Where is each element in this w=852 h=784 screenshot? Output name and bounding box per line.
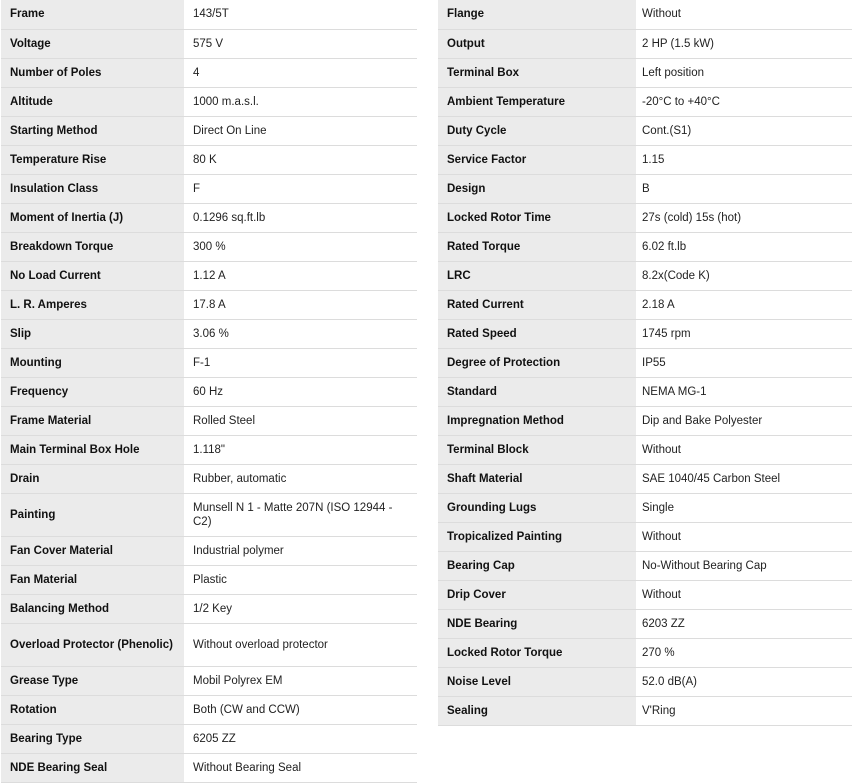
spec-value: Without Bearing Seal: [184, 753, 417, 782]
spec-row: [438, 0, 852, 29]
spec-table-left-body: [1, 0, 417, 782]
spec-value: Cont.(S1): [636, 116, 852, 145]
spec-value: F: [184, 174, 417, 203]
spec-label: Mounting: [1, 348, 184, 377]
spec-value: 1.15: [636, 145, 852, 174]
spec-label: Grounding Lugs: [438, 493, 636, 522]
spec-row: [1, 232, 417, 261]
spec-value: Mobil Polyrex EM: [184, 666, 417, 695]
spec-value: 575 V: [184, 29, 417, 58]
spec-value: IP55: [636, 348, 852, 377]
spec-label: Fan Cover Material: [1, 536, 184, 565]
spec-label: Starting Method: [1, 116, 184, 145]
spec-label: Terminal Block: [438, 435, 636, 464]
spec-label: LRC: [438, 261, 636, 290]
spec-row: [1, 348, 417, 377]
spec-value: 270 %: [636, 638, 852, 667]
spec-label: NDE Bearing: [438, 609, 636, 638]
spec-row: [438, 145, 852, 174]
spec-row: [438, 348, 852, 377]
spec-label: Bearing Type: [1, 724, 184, 753]
spec-label: Rated Torque: [438, 232, 636, 261]
spec-label: Voltage: [1, 29, 184, 58]
spec-label: Shaft Material: [438, 464, 636, 493]
spec-value: Dip and Bake Polyester: [636, 406, 852, 435]
spec-row: [1, 695, 417, 724]
spec-row: [1, 623, 417, 666]
spec-table-right: [438, 0, 852, 726]
spec-value: Without: [636, 580, 852, 609]
spec-label: Rated Current: [438, 290, 636, 319]
spec-label: Duty Cycle: [438, 116, 636, 145]
spec-row: [438, 174, 852, 203]
spec-label: Frequency: [1, 377, 184, 406]
spec-label: Insulation Class: [1, 174, 184, 203]
spec-label: Sealing: [438, 696, 636, 725]
spec-label: Output: [438, 29, 636, 58]
spec-row: [1, 536, 417, 565]
spec-label: Painting: [1, 493, 184, 536]
spec-row: [1, 377, 417, 406]
spec-row: [1, 0, 417, 29]
spec-row: [1, 594, 417, 623]
spec-label: Flange: [438, 0, 636, 29]
spec-label: Breakdown Torque: [1, 232, 184, 261]
spec-label: No Load Current: [1, 261, 184, 290]
spec-value: No-Without Bearing Cap: [636, 551, 852, 580]
spec-label: NDE Bearing Seal: [1, 753, 184, 782]
spec-value: 52.0 dB(A): [636, 667, 852, 696]
spec-row: [438, 29, 852, 58]
spec-row: [438, 116, 852, 145]
spec-label: Standard: [438, 377, 636, 406]
spec-label: Drip Cover: [438, 580, 636, 609]
spec-value: 4: [184, 58, 417, 87]
spec-value: 2 HP (1.5 kW): [636, 29, 852, 58]
spec-label: L. R. Amperes: [1, 290, 184, 319]
spec-row: [1, 58, 417, 87]
spec-value: 1.118": [184, 435, 417, 464]
spec-label: Rated Speed: [438, 319, 636, 348]
spec-value: 1.12 A: [184, 261, 417, 290]
spec-value: 27s (cold) 15s (hot): [636, 203, 852, 232]
spec-row: [438, 609, 852, 638]
spec-value: Without: [636, 0, 852, 29]
spec-value: 60 Hz: [184, 377, 417, 406]
spec-row: [438, 319, 852, 348]
spec-value: Rolled Steel: [184, 406, 417, 435]
spec-row: [438, 290, 852, 319]
spec-row: [438, 377, 852, 406]
spec-row: [1, 290, 417, 319]
spec-value: Munsell N 1 - Matte 207N (ISO 12944 - C2): [184, 493, 417, 536]
spec-label: Ambient Temperature: [438, 87, 636, 116]
spec-row: [1, 753, 417, 782]
spec-value: 2.18 A: [636, 290, 852, 319]
spec-row: [1, 203, 417, 232]
spec-row: [438, 464, 852, 493]
spec-row: [438, 261, 852, 290]
spec-value: 3.06 %: [184, 319, 417, 348]
spec-row: [438, 87, 852, 116]
spec-row: [1, 87, 417, 116]
spec-label: Overload Protector (Phenolic): [1, 623, 184, 666]
spec-row: [1, 406, 417, 435]
spec-value: Without: [636, 435, 852, 464]
spec-value: 6203 ZZ: [636, 609, 852, 638]
spec-value: Without: [636, 522, 852, 551]
spec-row: [438, 667, 852, 696]
spec-row: [1, 174, 417, 203]
spec-row: [1, 29, 417, 58]
spec-row: [1, 319, 417, 348]
spec-label: Fan Material: [1, 565, 184, 594]
spec-label: Number of Poles: [1, 58, 184, 87]
spec-label: Terminal Box: [438, 58, 636, 87]
spec-label: Degree of Protection: [438, 348, 636, 377]
spec-label: Balancing Method: [1, 594, 184, 623]
spec-label: Locked Rotor Time: [438, 203, 636, 232]
spec-label: Impregnation Method: [438, 406, 636, 435]
spec-label: Noise Level: [438, 667, 636, 696]
spec-value: Plastic: [184, 565, 417, 594]
spec-row: [438, 203, 852, 232]
spec-value: 1/2 Key: [184, 594, 417, 623]
spec-value: 1000 m.a.s.l.: [184, 87, 417, 116]
spec-value: 80 K: [184, 145, 417, 174]
spec-label: Slip: [1, 319, 184, 348]
spec-value: V'Ring: [636, 696, 852, 725]
spec-row: [438, 551, 852, 580]
spec-table-right-body: [438, 0, 852, 725]
spec-row: [1, 116, 417, 145]
spec-value: 6205 ZZ: [184, 724, 417, 753]
spec-label: Bearing Cap: [438, 551, 636, 580]
spec-label: Frame Material: [1, 406, 184, 435]
spec-label: Tropicalized Painting: [438, 522, 636, 551]
spec-value: SAE 1040/45 Carbon Steel: [636, 464, 852, 493]
spec-label: Main Terminal Box Hole: [1, 435, 184, 464]
spec-row: [1, 261, 417, 290]
spec-label: Frame: [1, 0, 184, 29]
spec-row: [1, 724, 417, 753]
spec-row: [438, 522, 852, 551]
spec-value: 143/5T: [184, 0, 417, 29]
spec-label: Design: [438, 174, 636, 203]
spec-value: F-1: [184, 348, 417, 377]
spec-label: Grease Type: [1, 666, 184, 695]
spec-row: [438, 638, 852, 667]
spec-row: [1, 145, 417, 174]
spec-row: [1, 666, 417, 695]
spec-value: Single: [636, 493, 852, 522]
spec-label: Service Factor: [438, 145, 636, 174]
spec-row: [1, 565, 417, 594]
spec-row: [438, 696, 852, 725]
spec-row: [438, 580, 852, 609]
spec-label: Locked Rotor Torque: [438, 638, 636, 667]
spec-row: [438, 58, 852, 87]
spec-value: Both (CW and CCW): [184, 695, 417, 724]
spec-value: 1745 rpm: [636, 319, 852, 348]
spec-value: Direct On Line: [184, 116, 417, 145]
spec-value: Rubber, automatic: [184, 464, 417, 493]
spec-label: Moment of Inertia (J): [1, 203, 184, 232]
spec-row: [1, 464, 417, 493]
spec-value: 8.2x(Code K): [636, 261, 852, 290]
spec-label: Drain: [1, 464, 184, 493]
spec-value: 6.02 ft.lb: [636, 232, 852, 261]
spec-row: [1, 435, 417, 464]
spec-label: Altitude: [1, 87, 184, 116]
spec-value: Without overload protector: [184, 623, 417, 666]
spec-row: [438, 493, 852, 522]
spec-row: [438, 435, 852, 464]
spec-value: Industrial polymer: [184, 536, 417, 565]
spec-label: Rotation: [1, 695, 184, 724]
spec-row: [438, 406, 852, 435]
spec-value: B: [636, 174, 852, 203]
spec-table-left: [1, 0, 417, 783]
spec-value: -20°C to +40°C: [636, 87, 852, 116]
spec-row: [1, 493, 417, 536]
spec-value: 0.1296 sq.ft.lb: [184, 203, 417, 232]
spec-value: Left position: [636, 58, 852, 87]
spec-row: [438, 232, 852, 261]
spec-label: Temperature Rise: [1, 145, 184, 174]
spec-value: 300 %: [184, 232, 417, 261]
spec-value: 17.8 A: [184, 290, 417, 319]
spec-value: NEMA MG-1: [636, 377, 852, 406]
